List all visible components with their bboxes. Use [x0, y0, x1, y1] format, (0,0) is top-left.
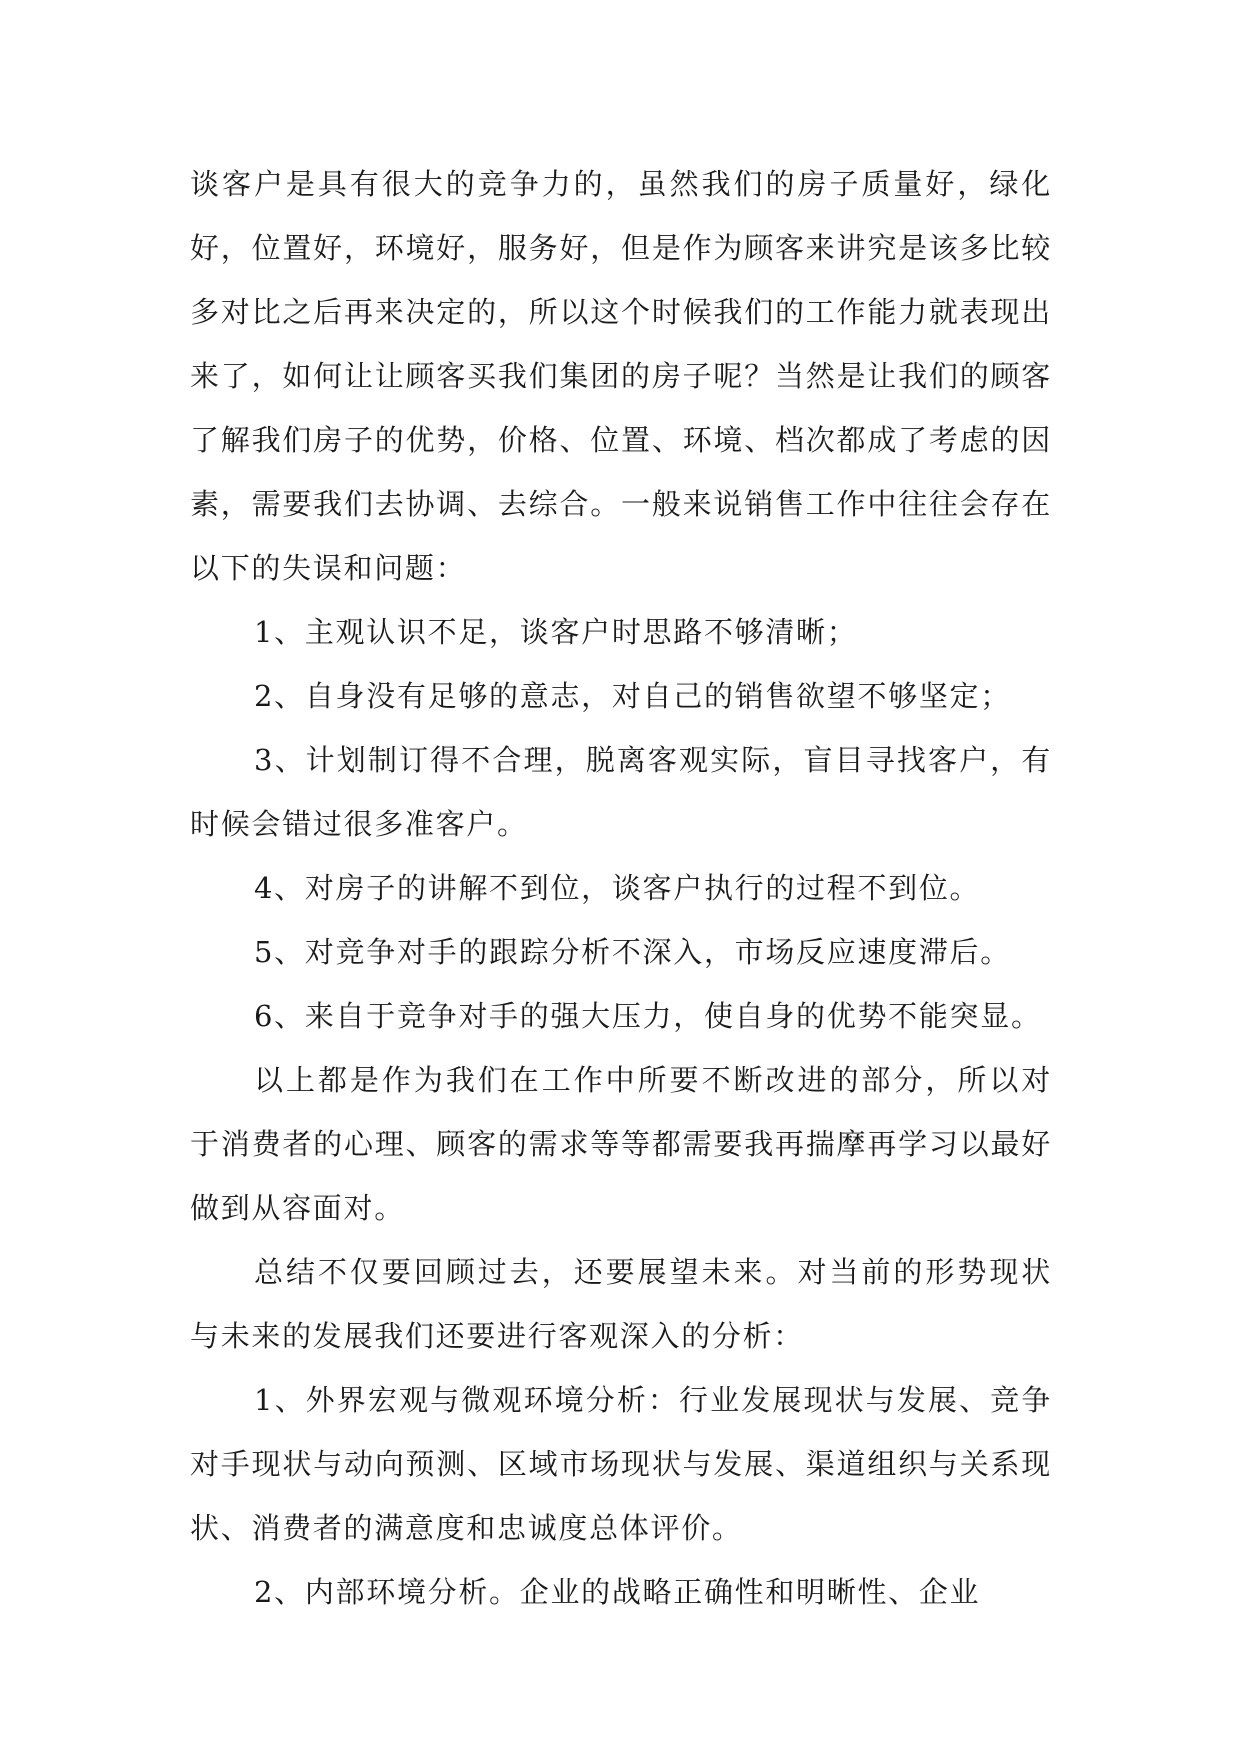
paragraph-improvement: 以上都是作为我们在工作中所要不断改进的部分，所以对于消费者的心理、顾客的需求等等都需要我再揣摩再学习以最好做到从容面对。	[190, 1063, 1052, 1225]
list-item-2: 2、自身没有足够的意志，对自己的销售欲望不够坚定；	[254, 679, 1011, 713]
paragraph-continuation: 谈客户是具有很大的竞争力的，虽然我们的房子质量好，绿化好，位置好，环境好，服务好，但是作为顾客来讲究是该多比较多对比之后再来决定的，所以这个时候我们的工作能力就表现出来了，如何让让顾客买我们集团的房子呢？当然是让我们的顾客了解我们房子的优势，价格、位置、环境、档次都成了考虑的因素，需要我们去协调、去综合。一般来说销售工作中往往会存在以下的失误和问题：	[190, 167, 1052, 585]
list-item-5: 5、对竞争对手的跟踪分析不深入，市场反应速度滞后。	[254, 935, 1011, 969]
list-item-1: 1、主观认识不足，谈客户时思路不够清晰；	[254, 615, 858, 649]
analysis-item-1: 1、外界宏观与微观环境分析：行业发展现状与发展、竞争对手现状与动向预测、区域市场现状与发展、渠道组织与关系现状、消费者的满意度和忠诚度总体评价。	[190, 1383, 1052, 1545]
list-item-4: 4、对房子的讲解不到位，谈客户执行的过程不到位。	[254, 871, 981, 905]
paragraph-summary: 总结不仅要回顾过去，还要展望未来。对当前的形势现状与未来的发展我们还要进行客观深入的分析：	[190, 1255, 1052, 1353]
document-body	[190, 152, 1052, 1624]
analysis-item-2: 2、内部环境分析。企业的战略正确性和明晰性、企业	[254, 1575, 981, 1609]
list-item-6: 6、来自于竞争对手的强大压力，使自身的优势不能突显。	[254, 999, 1042, 1033]
list-item-3: 3、计划制订得不合理，脱离客观实际，盲目寻找客户，有时候会错过很多准客户。	[190, 743, 1052, 841]
